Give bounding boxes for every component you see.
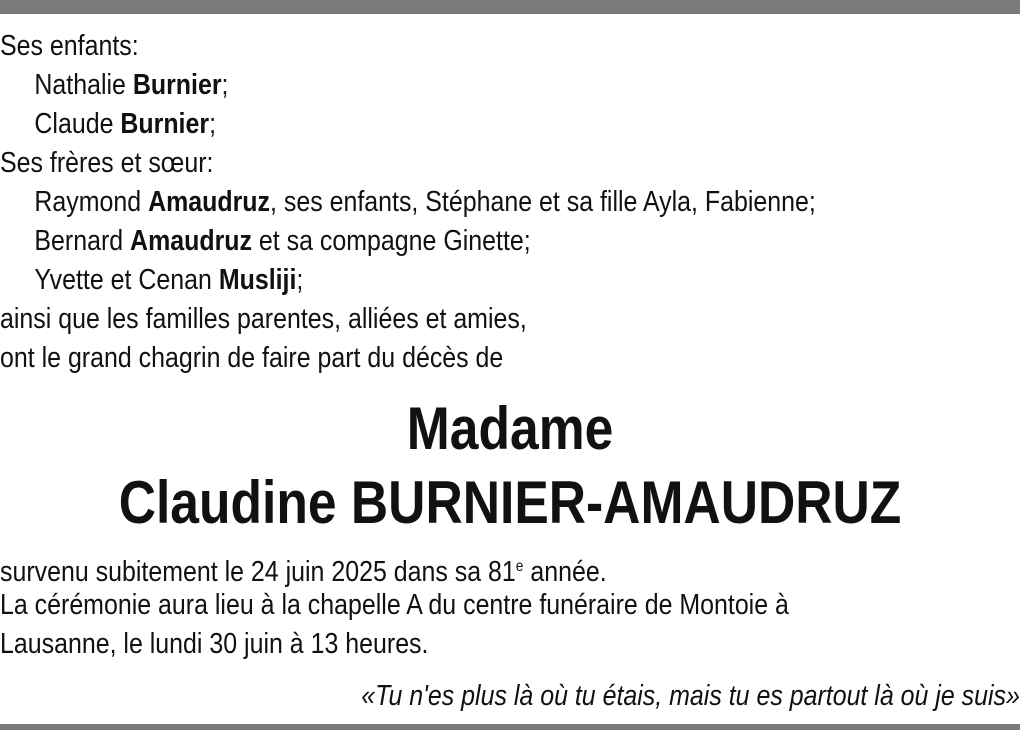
closing-quote: «Tu n'es plus là où tu étais, mais tu es partout là où je suis»: [361, 680, 1020, 712]
family-member: Nathalie Burnier;: [34, 69, 229, 101]
death-date-line: survenu subitement le 24 juin 2025 dans sa 81e année.: [0, 556, 607, 588]
deceased-title: Madame: [406, 395, 614, 462]
ceremony-location-line: Lausanne, le lundi 30 juin à 13 heures.: [0, 628, 429, 660]
family-member: Yvette et Cenan Musliji;: [34, 264, 304, 296]
section-heading-children: Ses enfants:: [0, 30, 139, 62]
announcement-line: ont le grand chagrin de faire part du décès de: [0, 342, 504, 374]
top-rule: [0, 0, 1020, 14]
family-member: Bernard Amaudruz et sa compagne Ginette;: [34, 225, 531, 257]
relatives-line: ainsi que les familles parentes, alliées et amies,: [0, 303, 527, 335]
section-heading-siblings: Ses frères et sœur:: [0, 147, 214, 179]
deceased-name: Claudine BURNIER-AMAUDRUZ: [118, 469, 902, 536]
ceremony-line: La cérémonie aura lieu à la chapelle A du centre funéraire de Montoie à: [0, 589, 789, 621]
ceremony-details: [0, 547, 1020, 664]
bottom-rule: [0, 724, 1020, 730]
family-list: [0, 27, 1020, 378]
deceased-name-block: [0, 392, 1020, 540]
family-member: Raymond Amaudruz, ses enfants, Stéphane et sa fille Ayla, Fabienne;: [34, 186, 816, 218]
family-member: Claude Burnier;: [34, 108, 217, 140]
